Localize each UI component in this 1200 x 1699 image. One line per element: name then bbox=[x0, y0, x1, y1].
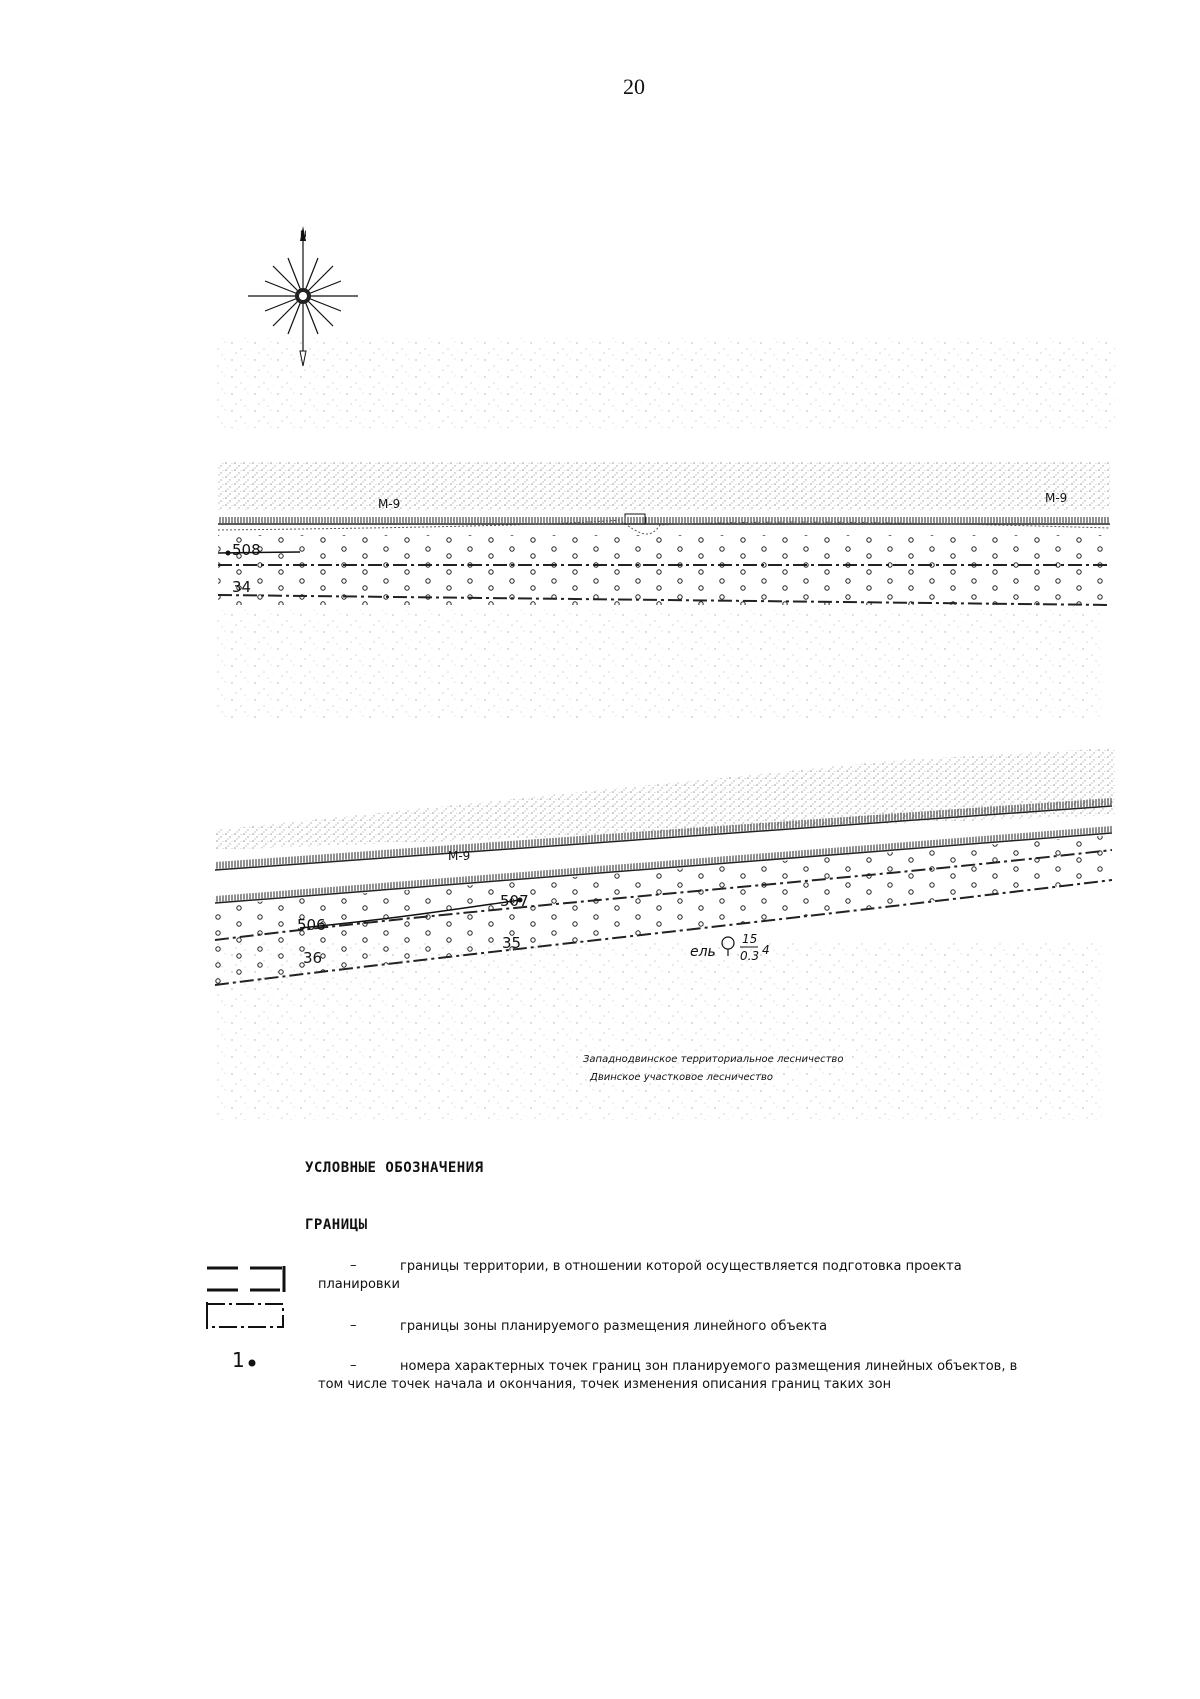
point-label: 507 bbox=[500, 892, 529, 910]
point-label: 506 bbox=[297, 916, 326, 934]
legend-title: УСЛОВНЫЕ ОБОЗНАЧЕНИЯ bbox=[305, 1160, 484, 1176]
forestry-label: Двинское участковое лесничество bbox=[590, 1072, 773, 1083]
legend-dash: – bbox=[350, 1318, 357, 1333]
boundary-point bbox=[226, 551, 231, 556]
point-label: 508 bbox=[232, 541, 261, 559]
page-number: 20 bbox=[623, 74, 645, 99]
point-label: 34 bbox=[232, 578, 252, 596]
road-label-m9: М-9 bbox=[378, 497, 401, 511]
point-label: 35 bbox=[502, 934, 522, 952]
tree-diameter-label: 0.3 bbox=[740, 949, 760, 963]
point-number-icon bbox=[232, 1348, 256, 1372]
tree-species-label: ель bbox=[690, 944, 716, 960]
legend-item-text: границы зоны планируемого размещения линейного объекта bbox=[400, 1319, 828, 1334]
svg-text:1: 1 bbox=[232, 1348, 245, 1372]
compass-north-label: N bbox=[300, 230, 307, 240]
tree-height-label: 15 bbox=[742, 932, 758, 946]
legend-section-title: ГРАНИЦЫ bbox=[305, 1217, 368, 1233]
tree-count-label: 4 bbox=[762, 943, 770, 957]
territory-boundary-icon bbox=[207, 1266, 284, 1292]
point-label: 36 bbox=[303, 949, 323, 967]
forestry-label: Западнодвинское территориальное лесничество bbox=[583, 1054, 844, 1065]
legend-dash: – bbox=[350, 1358, 357, 1373]
legend-dash: – bbox=[350, 1258, 357, 1273]
road-label-m9: М-9 bbox=[1045, 491, 1068, 505]
legend-item-text: границы территории, в отношении которой осуществляется подготовка проекта планировки bbox=[318, 1259, 962, 1292]
zone-boundary-icon bbox=[207, 1302, 283, 1329]
road-label-m9: М-9 bbox=[448, 849, 471, 863]
legend-item-text: номера характерных точек границ зон планируемого размещения линейных объектов, в том числе точек начала и окончания, точек изменения описания границ таких зон bbox=[318, 1359, 1018, 1392]
